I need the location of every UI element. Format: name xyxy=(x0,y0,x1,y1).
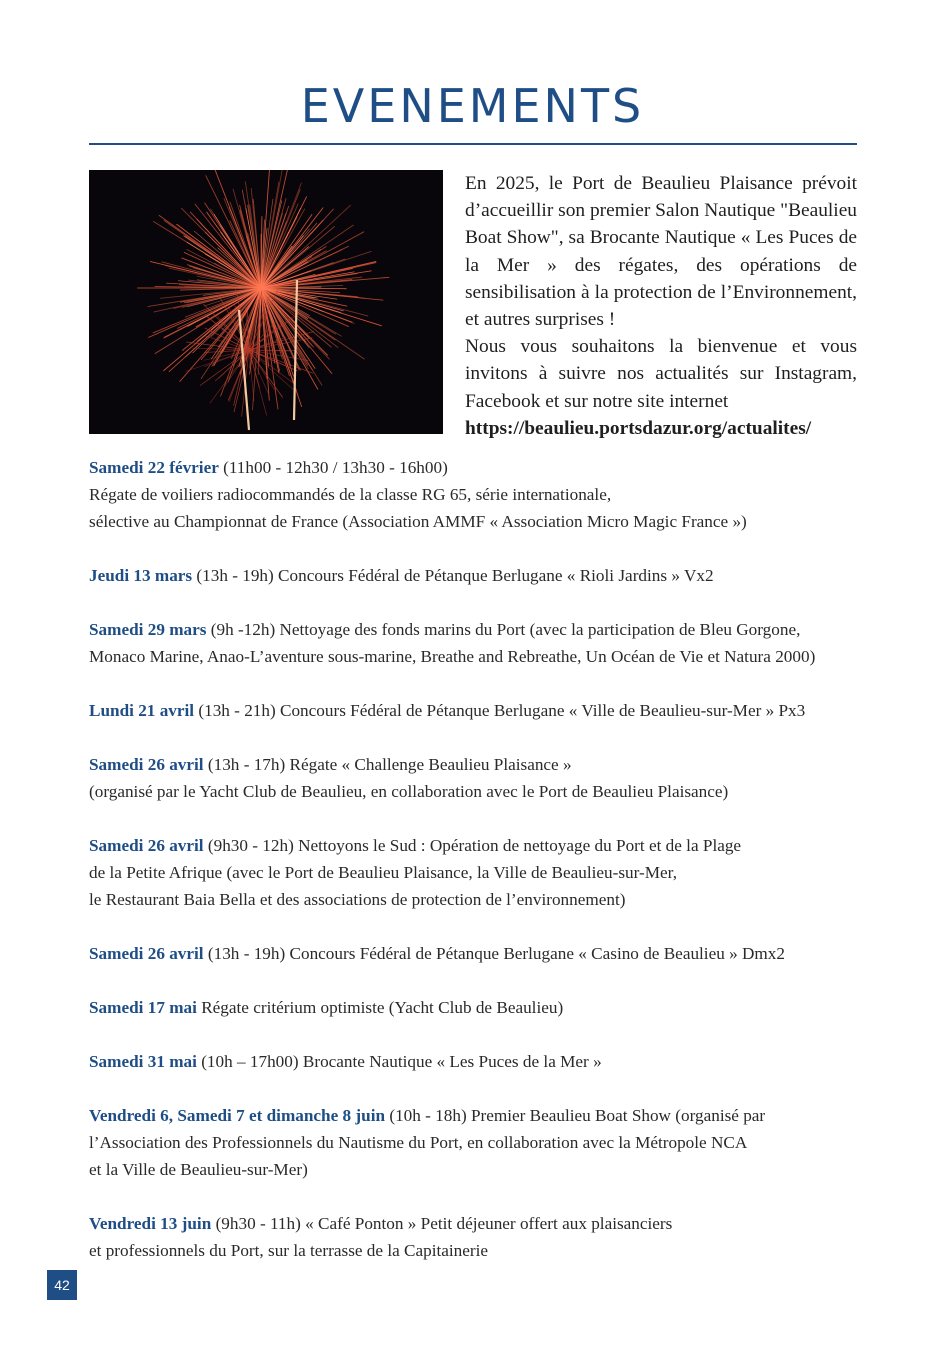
event-detail: (13h - 17h) Régate « Challenge Beaulieu Plaisance » xyxy=(203,755,572,774)
event-item xyxy=(89,1210,879,1264)
event-line xyxy=(89,1102,879,1129)
event-line xyxy=(89,616,879,643)
page-number: 42 xyxy=(47,1270,77,1300)
event-date: Samedi 26 avril xyxy=(89,836,204,855)
event-line xyxy=(89,994,879,1021)
event-date: Samedi 31 mai xyxy=(89,1052,197,1071)
page-title: EVENEMENTS xyxy=(300,79,645,133)
event-detail: de la Petite Afrique (avec le Port de Beaulieu Plaisance, la Ville de Beaulieu-sur-Mer, xyxy=(89,863,677,882)
event-date: Samedi 29 mars xyxy=(89,620,207,639)
event-detail: et professionnels du Port, sur la terrasse de la Capitainerie xyxy=(89,1241,489,1260)
event-date: Vendredi 6, Samedi 7 et dimanche 8 juin xyxy=(89,1106,386,1125)
intro-text xyxy=(465,170,857,442)
event-detail: (9h30 - 11h) « Café Ponton » Petit déjeuner offert aux plaisanciers xyxy=(211,1214,673,1233)
event-detail: (10h – 17h00) Brocante Nautique « Les Puces de la Mer » xyxy=(196,1052,602,1071)
event-detail: (9h -12h) Nettoyage des fonds marins du Port (avec la participation de Bleu Gorgone, xyxy=(206,620,801,639)
title-divider xyxy=(89,143,857,145)
event-item xyxy=(89,616,879,670)
event-item xyxy=(89,940,879,967)
fireworks-image xyxy=(89,170,443,434)
intro-paragraph: En 2025, le Port de Beaulieu Plaisance prévoit d’accueillir son premier Salon Nautique "Beaulieu Boat Show", sa Brocante Nautique « Les Puces de la Mer » des régates, des opérations de sensibilisation à la protection de l’Environnement, et autres surprises ! xyxy=(465,173,857,331)
event-detail: (organisé par le Yacht Club de Beaulieu, en collaboration avec le Port de Beaulieu Plaisance) xyxy=(89,782,729,801)
event-detail: (9h30 - 12h) Nettoyons le Sud : Opération de nettoyage du Port et de la Plage xyxy=(203,836,742,855)
event-line xyxy=(89,1048,879,1075)
events-list xyxy=(89,454,879,1291)
website-link[interactable]: https://beaulieu.portsdazur.org/actualites/ xyxy=(465,417,812,439)
event-detail: le Restaurant Baia Bella et des associations de protection de l’environnement) xyxy=(89,890,626,909)
event-line xyxy=(89,832,879,859)
event-detail: Monaco Marine, Anao-L’aventure sous-marine, Breathe and Rebreathe, Un Océan de Vie et Natura 2000) xyxy=(89,647,816,666)
event-item xyxy=(89,751,879,805)
event-detail: (10h - 18h) Premier Beaulieu Boat Show (organisé par xyxy=(385,1106,766,1125)
event-date: Samedi 17 mai xyxy=(89,998,197,1017)
event-item xyxy=(89,994,879,1021)
event-detail: Régate de voiliers radiocommandés de la classe RG 65, série internationale, xyxy=(89,485,612,504)
event-item xyxy=(89,1102,879,1183)
event-item xyxy=(89,697,879,724)
event-detail: (13h - 19h) Concours Fédéral de Pétanque Berlugane « Rioli Jardins » Vx2 xyxy=(192,566,714,585)
fireworks-illustration xyxy=(89,170,443,434)
event-date: Jeudi 13 mars xyxy=(89,566,193,585)
event-detail: et la Ville de Beaulieu-sur-Mer) xyxy=(89,1160,308,1179)
event-line xyxy=(89,454,879,481)
event-date: Samedi 22 février xyxy=(89,458,219,477)
intro-paragraph: Nous vous souhaitons la bienvenue et vous invitons à suivre nos actualités sur Instagram, Facebook et sur notre site internet xyxy=(465,336,857,412)
event-line xyxy=(89,697,879,724)
event-date: Vendredi 13 juin xyxy=(89,1214,212,1233)
event-line xyxy=(89,751,879,778)
event-item xyxy=(89,1048,879,1075)
event-detail: sélective au Championnat de France (Association AMMF « Association Micro Magic France ») xyxy=(89,512,747,531)
event-line xyxy=(89,1210,879,1237)
event-line xyxy=(89,562,879,589)
event-detail: Régate critérium optimiste (Yacht Club de Beaulieu) xyxy=(196,998,564,1017)
event-date: Samedi 26 avril xyxy=(89,944,204,963)
event-date: Lundi 21 avril xyxy=(89,701,195,720)
event-line xyxy=(89,940,879,967)
event-detail: l’Association des Professionnels du Nautisme du Port, en collaboration avec la Métropole NCA xyxy=(89,1133,748,1152)
event-detail: (13h - 19h) Concours Fédéral de Pétanque Berlugane « Casino de Beaulieu » Dmx2 xyxy=(203,944,785,963)
event-detail: (13h - 21h) Concours Fédéral de Pétanque Berlugane « Ville de Beaulieu-sur-Mer » Px3 xyxy=(194,701,806,720)
event-item xyxy=(89,832,879,913)
event-detail: (11h00 - 12h30 / 13h30 - 16h00) xyxy=(218,458,448,477)
event-item xyxy=(89,562,879,589)
event-item xyxy=(89,454,879,535)
event-date: Samedi 26 avril xyxy=(89,755,204,774)
